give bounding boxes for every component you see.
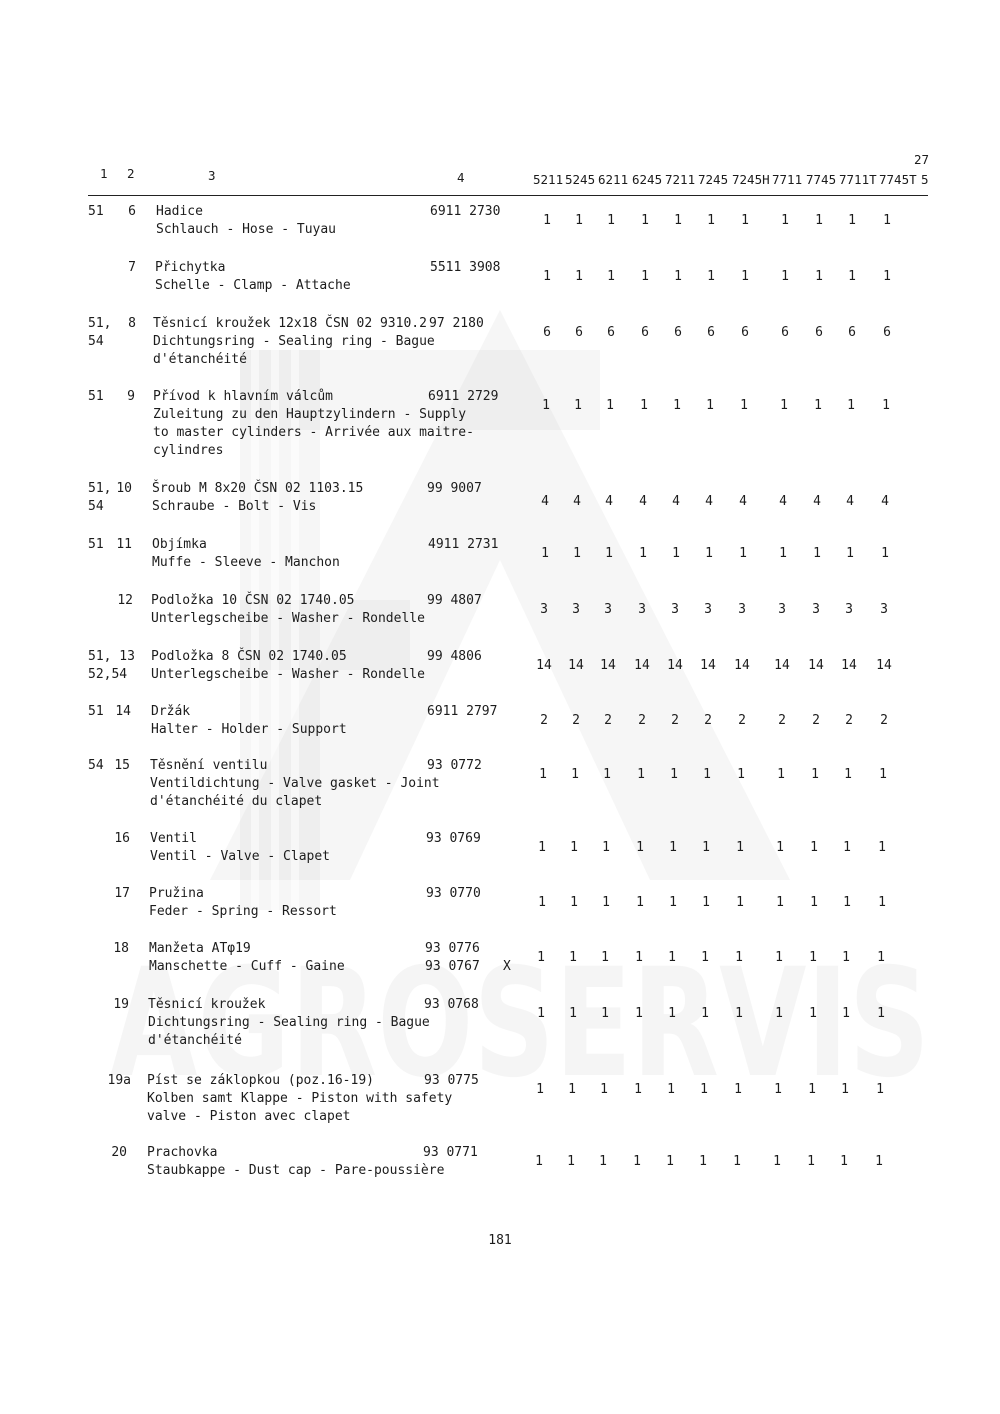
- quantity-5211: 1: [538, 840, 546, 855]
- part-description: Přívod k hlavním válcům Zuleitung zu den Hauptzylindern - Supply to master cylinders - Arrivée aux maitre- cylindres: [153, 389, 474, 458]
- quantity-7745T: 1: [876, 1082, 884, 1097]
- quantity-7245: 14: [700, 658, 716, 673]
- quantity-7211: 14: [667, 658, 683, 673]
- part-description: Přichytka Schelle - Clamp - Attache: [155, 260, 351, 293]
- part-description: Ventil Ventil - Valve - Clapet: [150, 831, 331, 864]
- quantity-5211: 1: [543, 269, 551, 284]
- quantity-7245H: 1: [736, 840, 744, 855]
- watermark-text: AGROSERVIS: [110, 937, 930, 1111]
- quantity-6211: 1: [603, 767, 611, 782]
- quantity-7745: 1: [807, 1154, 815, 1169]
- quantity-7711: 1: [777, 767, 785, 782]
- part-number: 97 2180: [429, 316, 484, 331]
- column-header-2: 2: [127, 166, 135, 181]
- quantity-7711T: 1: [848, 213, 856, 228]
- header-rule: [88, 195, 928, 196]
- quantity-5211: 2: [540, 713, 548, 728]
- quantity-5211: 14: [536, 658, 552, 673]
- quantity-7711: 1: [781, 213, 789, 228]
- position-number: 10: [116, 481, 132, 496]
- quantity-7711T: 6: [848, 325, 856, 340]
- quantity-6211: 1: [600, 1082, 608, 1097]
- quantity-7711: 2: [778, 713, 786, 728]
- quantity-7211: 1: [674, 213, 682, 228]
- quantity-6211: 1: [607, 269, 615, 284]
- quantity-7245: 1: [702, 895, 710, 910]
- quantity-7711T: 14: [841, 658, 857, 673]
- quantity-5211: 1: [539, 767, 547, 782]
- quantity-7745T: 14: [876, 658, 892, 673]
- quantity-6245: 2: [638, 713, 646, 728]
- quantity-6245: 1: [641, 269, 649, 284]
- quantity-5211: 1: [537, 950, 545, 965]
- part-description: Těsnění ventilu Ventildichtung - Valve gasket - Joint d'étanchéité du clapet: [150, 758, 440, 809]
- quantity-7745: 6: [815, 325, 823, 340]
- quantity-7211: 1: [673, 398, 681, 413]
- part-description: Hadice Schlauch - Hose - Tuyau: [156, 204, 337, 237]
- position-number: 7: [128, 260, 136, 275]
- quantity-7211: 6: [674, 325, 682, 340]
- quantity-5245: 1: [574, 398, 582, 413]
- column-header-3: 3: [208, 168, 216, 183]
- quantity-7245: 1: [707, 269, 715, 284]
- quantity-6245: 1: [635, 950, 643, 965]
- quantity-7211: 1: [669, 895, 677, 910]
- quantity-7745T: 1: [883, 269, 891, 284]
- position-number: 17: [114, 886, 130, 901]
- quantity-7711T: 2: [845, 713, 853, 728]
- quantity-7711: 3: [778, 602, 786, 617]
- quantity-7245: 1: [699, 1154, 707, 1169]
- model-header-6245: 6245: [632, 172, 663, 187]
- part-number: 99 9007: [427, 481, 482, 496]
- quantity-6245: 1: [637, 767, 645, 782]
- group-number: 51: [88, 704, 104, 719]
- group-number: 51, 54: [88, 481, 112, 514]
- quantity-5245: 1: [568, 1082, 576, 1097]
- quantity-7711T: 4: [846, 494, 854, 509]
- quantity-7245H: 3: [738, 602, 746, 617]
- quantity-7711T: 1: [842, 950, 850, 965]
- quantity-7711T: 1: [841, 1082, 849, 1097]
- quantity-7745T: 1: [883, 213, 891, 228]
- quantity-7245: 6: [707, 325, 715, 340]
- quantity-6245: 6: [641, 325, 649, 340]
- part-description: Šroub M 8x20 ČSN 02 1103.15 Schraube - Bolt - Vis: [152, 481, 364, 514]
- column-header-1: 1: [100, 166, 108, 181]
- quantity-5211: 1: [543, 213, 551, 228]
- quantity-7211: 1: [668, 1006, 676, 1021]
- quantity-7211: 1: [668, 950, 676, 965]
- quantity-7745: 1: [809, 1006, 817, 1021]
- part-number: 93 0769: [426, 831, 481, 846]
- part-number: 93 0770: [426, 886, 481, 901]
- group-number: 51, 13 52,54: [88, 649, 135, 682]
- position-number: 8: [128, 316, 136, 331]
- quantity-7745T: 2: [880, 713, 888, 728]
- position-number: 18: [113, 941, 129, 956]
- quantity-6211: 1: [606, 398, 614, 413]
- quantity-6211: 1: [601, 950, 609, 965]
- quantity-6245: 14: [634, 658, 650, 673]
- quantity-6211: 1: [602, 840, 610, 855]
- quantity-7711T: 1: [848, 269, 856, 284]
- quantity-7745T: 6: [883, 325, 891, 340]
- model-header-6211: 6211: [598, 172, 629, 187]
- model-header-7211: 7211: [665, 172, 696, 187]
- quantity-7211: 1: [666, 1154, 674, 1169]
- part-number: 5511 3908: [430, 260, 501, 275]
- part-description: Pružina Feder - Spring - Ressort: [149, 886, 337, 919]
- quantity-7745: 1: [810, 895, 818, 910]
- quantity-7711: 1: [773, 1154, 781, 1169]
- position-number: 19a: [107, 1073, 131, 1088]
- group-number: 54: [88, 758, 104, 773]
- quantity-6211: 3: [604, 602, 612, 617]
- quantity-7245: 1: [706, 398, 714, 413]
- quantity-7745: 1: [813, 546, 821, 561]
- quantity-6211: 1: [599, 1154, 607, 1169]
- quantity-7245H: 1: [739, 546, 747, 561]
- part-description: Prachovka Staubkappe - Dust cap - Pare-poussière: [147, 1145, 445, 1178]
- part-description: Podložka 10 ČSN 02 1740.05 Unterlegscheibe - Washer - Rondelle: [151, 593, 425, 626]
- quantity-5211: 1: [535, 1154, 543, 1169]
- quantity-7211: 1: [672, 546, 680, 561]
- quantity-7245: 4: [705, 494, 713, 509]
- quantity-7711T: 1: [844, 767, 852, 782]
- quantity-7245: 1: [703, 767, 711, 782]
- part-number: 93 0776 93 0767: [425, 941, 480, 974]
- quantity-7745T: 1: [877, 1006, 885, 1021]
- quantity-7745: 4: [813, 494, 821, 509]
- part-number: 93 0775: [424, 1073, 479, 1088]
- quantity-6245: 1: [635, 1006, 643, 1021]
- model-header-7245: 7245: [698, 172, 729, 187]
- quantity-7711: 1: [779, 546, 787, 561]
- quantity-7711T: 1: [840, 1154, 848, 1169]
- quantity-5245: 3: [572, 602, 580, 617]
- quantity-7745T: 1: [875, 1154, 883, 1169]
- part-description: Objímka Muffe - Sleeve - Manchon: [152, 537, 340, 570]
- position-number: 15: [114, 758, 130, 773]
- quantity-7745: 1: [814, 398, 822, 413]
- quantity-7745T: 1: [878, 840, 886, 855]
- part-number: 93 0771: [423, 1145, 478, 1160]
- quantity-5211: 4: [541, 494, 549, 509]
- quantity-7711T: 3: [845, 602, 853, 617]
- quantity-7245H: 1: [740, 398, 748, 413]
- quantity-5245: 1: [571, 767, 579, 782]
- part-description: Držák Halter - Holder - Support: [151, 704, 347, 737]
- quantity-5245: 1: [567, 1154, 575, 1169]
- quantity-7211: 1: [669, 840, 677, 855]
- quantity-7211: 2: [671, 713, 679, 728]
- quantity-7711: 1: [775, 1006, 783, 1021]
- part-number: 6911 2730: [430, 204, 501, 219]
- quantity-7711: 1: [780, 398, 788, 413]
- quantity-7745: 1: [809, 950, 817, 965]
- quantity-7745T: 1: [877, 950, 885, 965]
- quantity-7745: 2: [812, 713, 820, 728]
- quantity-7745: 14: [808, 658, 824, 673]
- column-header-4: 4: [457, 170, 465, 185]
- quantity-7245: 1: [700, 1082, 708, 1097]
- position-number: 9: [127, 389, 135, 404]
- part-number: 99 4806: [427, 649, 482, 664]
- quantity-7711T: 1: [843, 840, 851, 855]
- quantity-7745T: 1: [881, 546, 889, 561]
- quantity-5245: 1: [575, 213, 583, 228]
- quantity-7745: 1: [810, 840, 818, 855]
- quantity-7711: 1: [774, 1082, 782, 1097]
- quantity-7211: 1: [670, 767, 678, 782]
- quantity-6211: 1: [602, 895, 610, 910]
- quantity-6211: 6: [607, 325, 615, 340]
- part-number: 93 0772: [427, 758, 482, 773]
- position-number: 20: [111, 1145, 127, 1160]
- quantity-7245H: 4: [739, 494, 747, 509]
- quantity-7745T: 1: [879, 767, 887, 782]
- quantity-7245H: 1: [737, 767, 745, 782]
- quantity-7245: 2: [704, 713, 712, 728]
- quantity-7245: 1: [707, 213, 715, 228]
- quantity-6211: 1: [607, 213, 615, 228]
- quantity-7245H: 1: [733, 1154, 741, 1169]
- quantity-6245: 1: [640, 398, 648, 413]
- part-description: Píst se záklopkou (poz.16-19) Kolben samt Klappe - Piston with safety valve - Piston avec clapet: [147, 1073, 453, 1124]
- quantity-6245: 1: [636, 840, 644, 855]
- quantity-5245: 1: [569, 950, 577, 965]
- quantity-6211: 1: [601, 1006, 609, 1021]
- part-description: Manžeta ATφ19 Manschette - Cuff - Gaine: [149, 941, 345, 974]
- quantity-6211: 4: [605, 494, 613, 509]
- quantity-7245: 1: [702, 840, 710, 855]
- quantity-7245: 1: [701, 950, 709, 965]
- quantity-7711T: 1: [846, 546, 854, 561]
- model-header-5245: 5245: [565, 172, 596, 187]
- group-number: 51: [88, 204, 104, 219]
- alternate-part-mark: X: [503, 959, 511, 974]
- part-description: Podložka 8 ČSN 02 1740.05 Unterlegscheibe - Washer - Rondelle: [151, 649, 425, 682]
- quantity-7711: 6: [781, 325, 789, 340]
- quantity-6245: 1: [634, 1082, 642, 1097]
- quantity-7211: 1: [674, 269, 682, 284]
- quantity-6245: 4: [639, 494, 647, 509]
- quantity-7245H: 14: [734, 658, 750, 673]
- part-number: 6911 2797: [427, 704, 498, 719]
- position-number: 16: [114, 831, 130, 846]
- quantity-7745: 1: [815, 213, 823, 228]
- position-number: 11: [116, 537, 132, 552]
- quantity-6245: 1: [639, 546, 647, 561]
- group-number: 51: [88, 389, 104, 404]
- quantity-5211: 3: [540, 602, 548, 617]
- page-number: 181: [488, 1233, 512, 1248]
- quantity-5211: 1: [536, 1082, 544, 1097]
- part-description: Těsnicí kroužek 12x18 ČSN 02 9310.2 Dichtungsring - Sealing ring - Bague d'étanchéité: [153, 316, 435, 367]
- part-number: 93 0768: [424, 997, 479, 1012]
- quantity-7745T: 3: [880, 602, 888, 617]
- quantity-7711: 1: [776, 840, 784, 855]
- quantity-7745: 1: [808, 1082, 816, 1097]
- quantity-5245: 1: [570, 895, 578, 910]
- quantity-7245H: 1: [735, 1006, 743, 1021]
- quantity-7245H: 1: [735, 950, 743, 965]
- model-header-7711T: 7711T: [839, 172, 877, 187]
- quantity-7211: 3: [671, 602, 679, 617]
- quantity-6211: 2: [604, 713, 612, 728]
- quantity-7745: 1: [815, 269, 823, 284]
- quantity-6211: 14: [600, 658, 616, 673]
- quantity-7245: 1: [701, 1006, 709, 1021]
- quantity-7711: 14: [774, 658, 790, 673]
- quantity-5211: 6: [543, 325, 551, 340]
- model-header-7711: 7711: [772, 172, 803, 187]
- quantity-7211: 4: [672, 494, 680, 509]
- quantity-6245: 1: [633, 1154, 641, 1169]
- corner-number: 27: [914, 152, 930, 167]
- quantity-5245: 1: [573, 546, 581, 561]
- quantity-7245H: 1: [736, 895, 744, 910]
- quantity-6211: 1: [605, 546, 613, 561]
- quantity-7245H: 6: [741, 325, 749, 340]
- column-header-5: 5: [921, 172, 929, 187]
- quantity-7711T: 1: [847, 398, 855, 413]
- quantity-5211: 1: [538, 895, 546, 910]
- quantity-7711: 1: [776, 895, 784, 910]
- quantity-5211: 1: [542, 398, 550, 413]
- quantity-7745T: 4: [881, 494, 889, 509]
- position-number: 14: [115, 704, 131, 719]
- quantity-7711: 4: [779, 494, 787, 509]
- quantity-7245H: 2: [738, 713, 746, 728]
- position-number: 19: [113, 997, 129, 1012]
- model-header-7745T: 7745T: [879, 172, 917, 187]
- quantity-5245: 14: [568, 658, 584, 673]
- position-number: 12: [117, 593, 133, 608]
- quantity-7245H: 1: [741, 269, 749, 284]
- group-number: 51, 54: [88, 316, 112, 349]
- quantity-5245: 4: [573, 494, 581, 509]
- quantity-6245: 3: [638, 602, 646, 617]
- part-description: Těsnicí kroužek Dichtungsring - Sealing ring - Bague d'étanchéité: [148, 997, 430, 1048]
- position-number: 6: [128, 204, 136, 219]
- quantity-5245: 1: [575, 269, 583, 284]
- quantity-5211: 1: [541, 546, 549, 561]
- quantity-7245: 3: [704, 602, 712, 617]
- quantity-5245: 2: [572, 713, 580, 728]
- quantity-7745T: 1: [878, 895, 886, 910]
- model-header-5211: 5211: [533, 172, 564, 187]
- quantity-6245: 1: [641, 213, 649, 228]
- quantity-7711T: 1: [842, 1006, 850, 1021]
- quantity-5211: 1: [537, 1006, 545, 1021]
- quantity-5245: 1: [570, 840, 578, 855]
- quantity-7711: 1: [781, 269, 789, 284]
- quantity-7745: 3: [812, 602, 820, 617]
- quantity-7245H: 1: [741, 213, 749, 228]
- part-number: 4911 2731: [428, 537, 499, 552]
- quantity-6245: 1: [636, 895, 644, 910]
- quantity-7245H: 1: [734, 1082, 742, 1097]
- quantity-7245: 1: [705, 546, 713, 561]
- group-number: 51: [88, 537, 104, 552]
- model-header-7745: 7745: [806, 172, 837, 187]
- quantity-7745T: 1: [882, 398, 890, 413]
- quantity-5245: 6: [575, 325, 583, 340]
- quantity-5245: 1: [569, 1006, 577, 1021]
- quantity-7711: 1: [775, 950, 783, 965]
- quantity-7211: 1: [667, 1082, 675, 1097]
- quantity-7745: 1: [811, 767, 819, 782]
- part-number: 99 4807: [427, 593, 482, 608]
- part-number: 6911 2729: [428, 389, 499, 404]
- model-header-7245H: 7245H: [732, 172, 770, 187]
- quantity-7711T: 1: [843, 895, 851, 910]
